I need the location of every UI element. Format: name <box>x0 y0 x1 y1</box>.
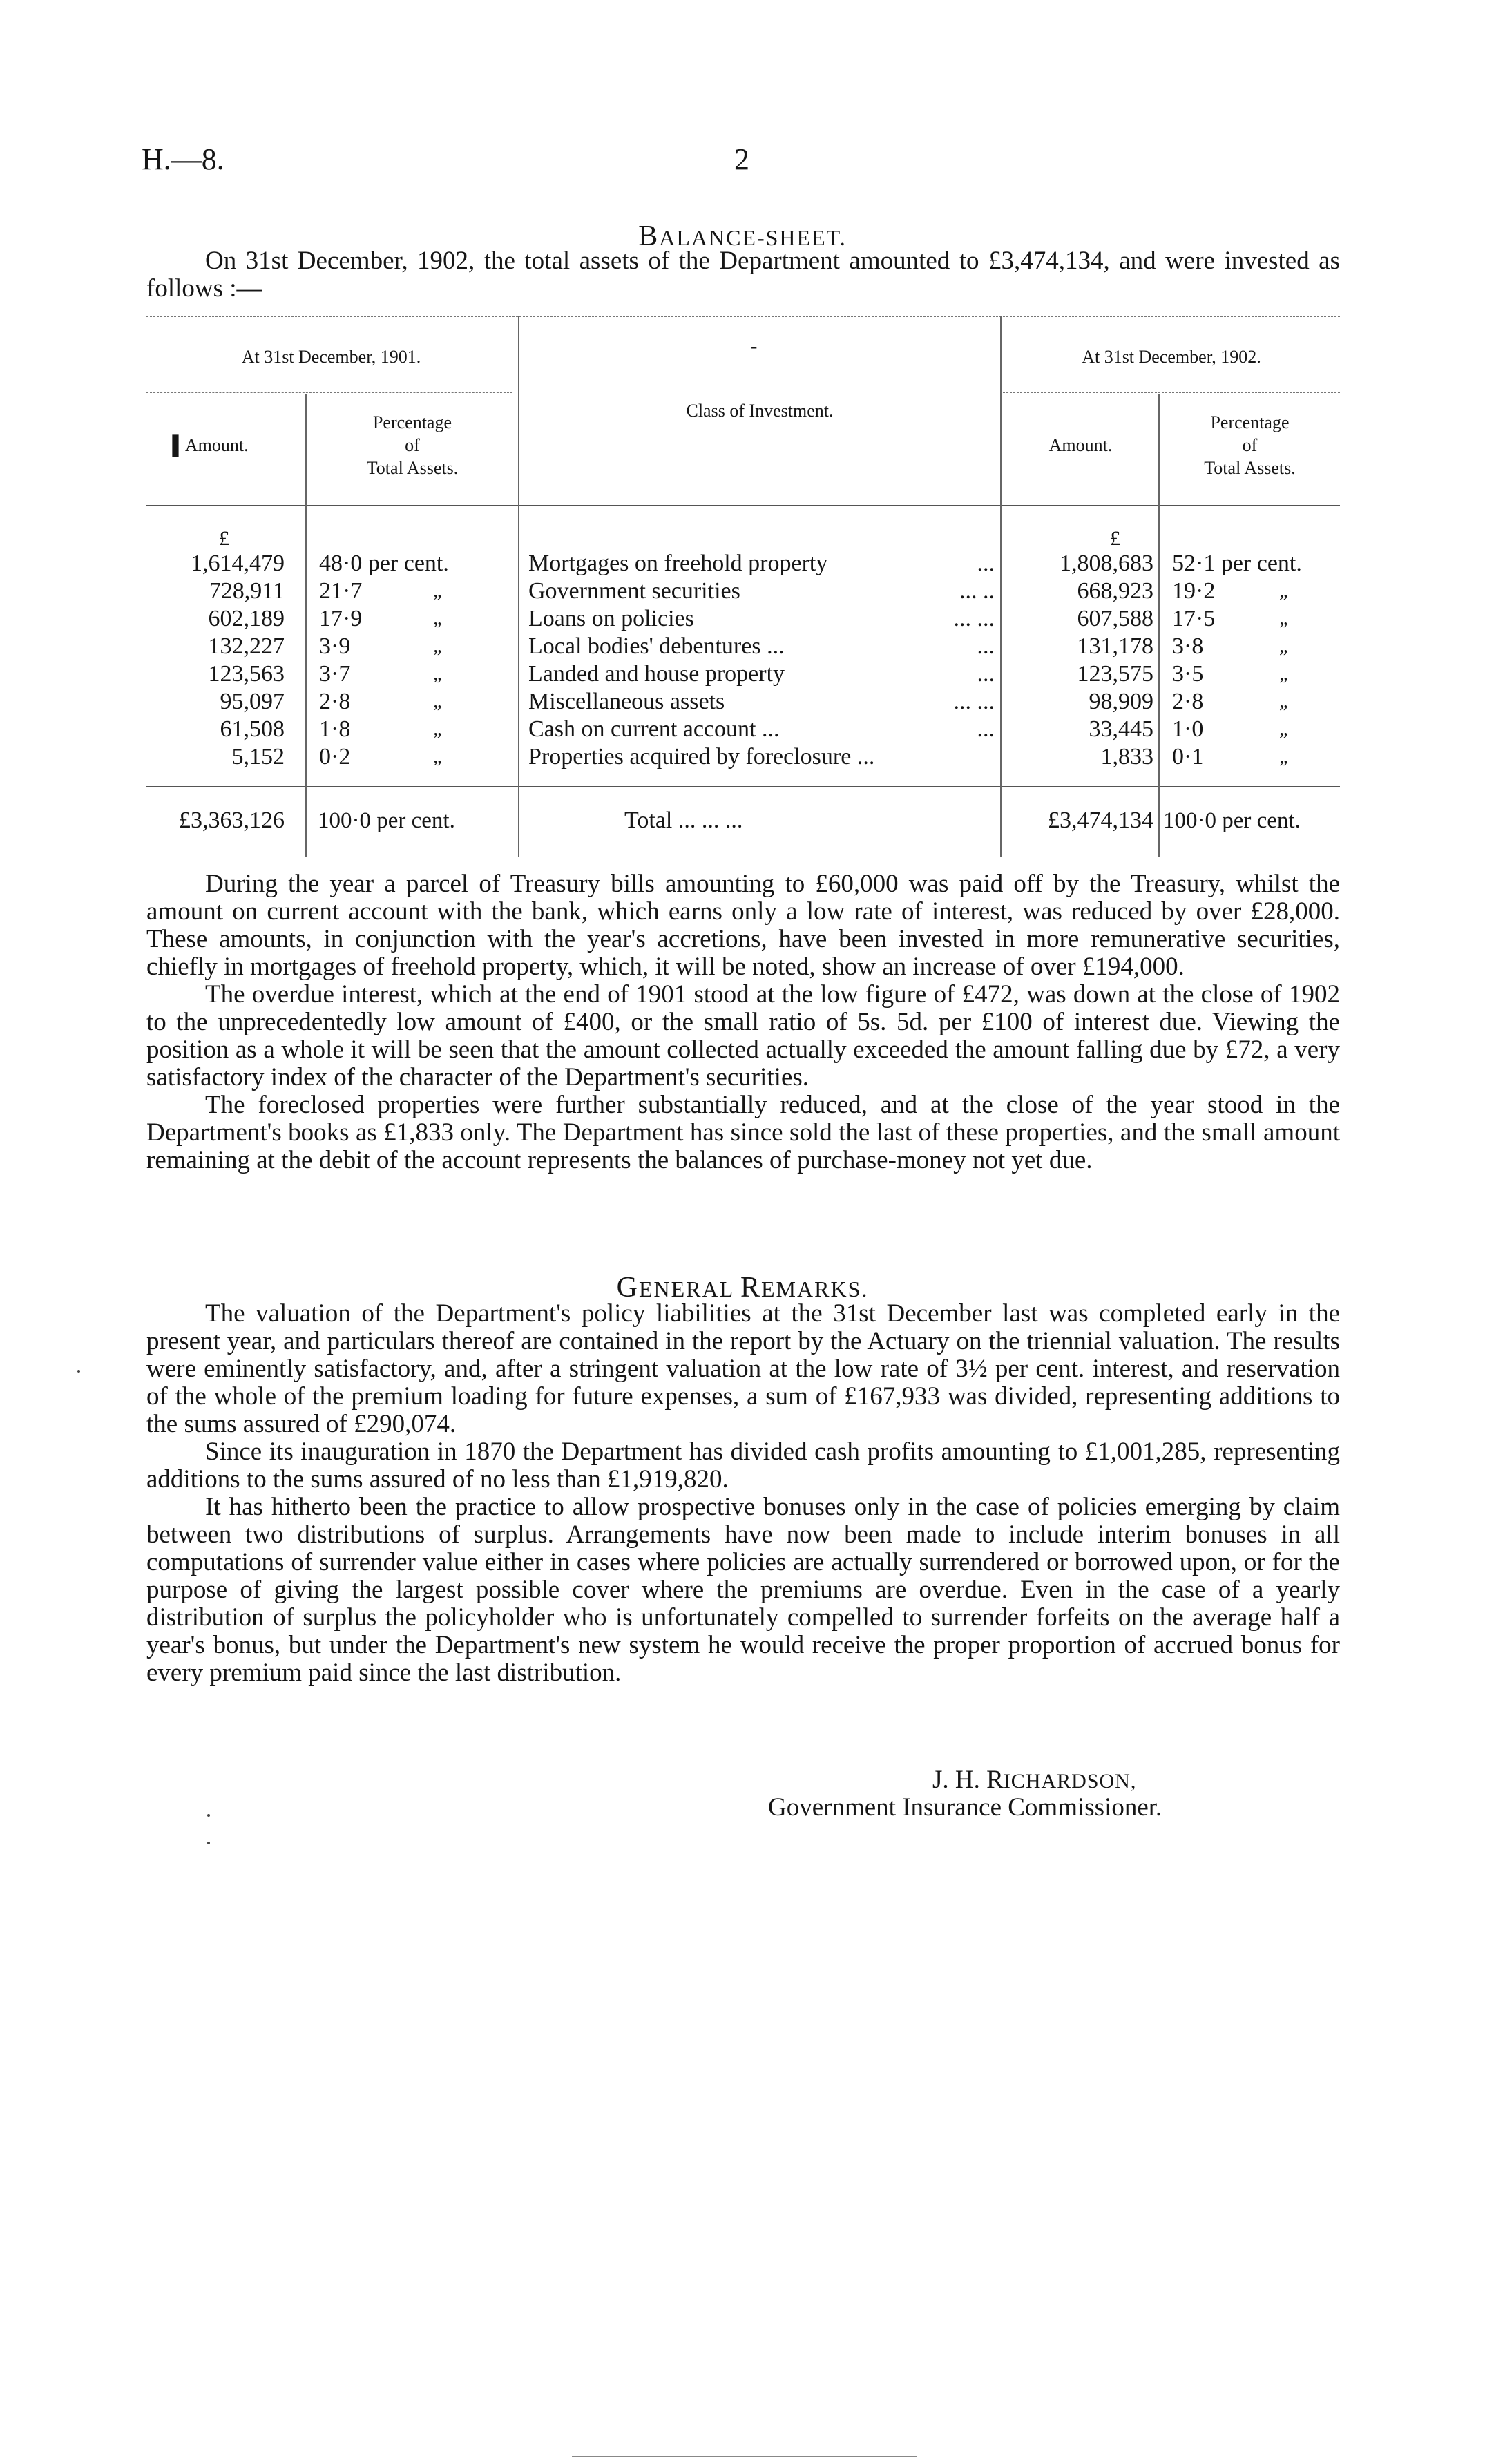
ditto-mark-1901: „ <box>433 718 444 740</box>
heading-part-eneral: ENERAL <box>638 1277 740 1301</box>
percent-1902: 3·8 <box>1172 633 1204 659</box>
percent-1901: 17·9 <box>319 606 363 631</box>
pound-sign-1902: £ <box>1110 527 1120 550</box>
header-bottom-rule <box>146 505 1340 506</box>
balance-table <box>146 316 1340 857</box>
investment-class: Local bodies' debentures ... <box>528 633 785 659</box>
investment-class: Cash on current account ... <box>528 716 780 742</box>
balance-commentary <box>146 870 1340 1174</box>
total-pct-1901: 100·0 per cent. <box>318 808 455 833</box>
pct-line-3: Total Assets. <box>1204 458 1296 478</box>
footer-rule <box>572 2456 917 2457</box>
paragraph-bonuses: It has hitherto been the practice to allow prospective bonuses only in the case of policies emerging by claim between two distributions of surplus. Arrangements have now been made to include interim bonuses in all computations of surrender value either in cases where policies are actually surrendered or borrowed upon, or for the purpose of giving the largest possible cover where the premiums are overdue. Even in the case of a yearly distribution of surplus the policyholder who is unfortunately compelled to surrender forfeits on the average half a year's bonus, but under the Department's new system he would receive the proper proportion of accrued bonus for every premium paid since the last distribution. <box>146 1493 1340 1687</box>
amount-1902: 668,923 <box>1077 578 1153 604</box>
percent-1902: 1·0 <box>1172 716 1204 742</box>
amount-1901: 132,227 <box>208 633 285 659</box>
ditto-mark-1901: „ <box>433 636 444 657</box>
heading-initial-g: G <box>616 1272 639 1303</box>
vrule-1 <box>518 316 519 857</box>
signature-initial-r: R <box>986 1766 1004 1794</box>
amount-1901: 123,563 <box>208 661 285 687</box>
leader-dots: ... ... <box>953 606 995 631</box>
total-top-rule <box>146 786 1340 787</box>
table-top-rule <box>146 316 1340 317</box>
percent-1902: 0·1 <box>1172 744 1204 770</box>
amount-1901: 5,152 <box>231 744 285 770</box>
stray-mark <box>207 1842 210 1844</box>
ditto-mark-1901: „ <box>433 663 444 685</box>
total-amount-1902: £3,474,134 <box>1048 808 1153 833</box>
percent-1901: 1·8 <box>319 716 351 742</box>
page-number: 2 <box>734 142 749 176</box>
investment-class: Landed and house property <box>528 661 785 687</box>
investment-class: Government securities <box>528 578 740 604</box>
total-pct-1902: 100·0 per cent. <box>1163 808 1301 833</box>
ditto-mark-1901: „ <box>433 580 444 602</box>
signature-initials: J. H. <box>932 1766 987 1794</box>
stray-mark <box>77 1370 80 1373</box>
leader-dots: ... <box>977 716 995 742</box>
percent-1901: 3·7 <box>319 661 351 687</box>
stray-mark <box>207 1814 210 1817</box>
signature-name <box>932 1765 1136 1795</box>
amount-1902: 131,178 <box>1077 633 1153 659</box>
amount-1902: 1,833 <box>1100 744 1153 770</box>
ditto-mark-1902: „ <box>1279 608 1290 629</box>
intro-text: On 31st December, 1902, the total assets of the Department amounted to £3,474,134, and were invested as follows :— <box>146 247 1340 303</box>
pound-sign-1901: £ <box>219 527 229 550</box>
ditto-mark-1902: „ <box>1279 636 1290 657</box>
ditto-mark-1902: „ <box>1279 691 1290 712</box>
amount-1902: 1,808,683 <box>1060 551 1153 576</box>
amount-1902: 33,445 <box>1089 716 1153 742</box>
amount-1901: 728,911 <box>209 578 285 604</box>
percent-1902: 2·8 <box>1172 689 1204 714</box>
leader-dots: ... <box>977 633 995 659</box>
intro-paragraph <box>146 247 1340 303</box>
amount-1902: 123,575 <box>1077 661 1153 687</box>
col-amount-1901: ▌Amount. <box>172 435 249 455</box>
ditto-mark-1902: „ <box>1279 718 1290 740</box>
ditto-mark-1902: „ <box>1279 663 1290 685</box>
percent-1901: 2·8 <box>319 689 351 714</box>
paragraph-cash-profits: Since its inauguration in 1870 the Department has divided cash profits amounting to £1,001,285, representing additions to the sums assured of no less than £1,919,820. <box>146 1438 1340 1493</box>
amount-1901: 61,508 <box>220 716 285 742</box>
percent-1902: 52·1 per cent. <box>1172 551 1302 576</box>
leader-dots: ... ... <box>953 689 995 714</box>
investment-class: Miscellaneous assets <box>528 689 725 714</box>
ditto-mark-1901: „ <box>433 746 444 767</box>
col-amount-1902: Amount. <box>1048 435 1113 455</box>
leader-dots: ... <box>977 551 995 576</box>
general-remarks-body <box>146 1300 1340 1687</box>
leader-dots: ... <box>977 661 995 687</box>
signature-surname-rest: ICHARDSON, <box>1003 1770 1137 1793</box>
pct-line-2: of <box>405 435 420 455</box>
group-rule-1901 <box>146 392 512 393</box>
signature-title: Government Insurance Commissioner. <box>768 1793 1162 1822</box>
header-dash: - <box>751 336 758 357</box>
col-pct-1901 <box>307 411 518 479</box>
paragraph-overdue-interest: The overdue interest, which at the end of 1901 stood at the low figure of £472, was down at the close of 1902 to the unprecedentedly low amount of £400, or the small ratio of 5s. 5d. per £100 of interest due. Viewing the position as a whole it will be seen that the amount collected actually exceeded the amount falling due by £72, a very satisfactory index of the character of the Department's securities. <box>146 980 1340 1091</box>
investment-class: Loans on policies <box>528 606 694 631</box>
percent-1902: 3·5 <box>1172 661 1204 687</box>
total-amount-1901: £3,363,126 <box>179 808 285 833</box>
group-rule-1902 <box>1003 392 1340 393</box>
heading-part-emarks: EMARKS. <box>761 1277 869 1301</box>
pct-line-2: of <box>1242 435 1258 455</box>
leader-dots: ... .. <box>959 578 995 604</box>
paragraph-valuation: The valuation of the Department's policy liabilities at the 31st December last was completed early in the present year, and particulars thereof are contained in the report by the Actuary on the triennial valuation. The results were eminently satisfactory, and, after a stringent valuation at the low rate of 3½ per cent. interest, and reservation of the whole of the premium loading for future expenses, a sum of £167,933 was divided, representing additions to the sums assured of £290,074. <box>146 1299 1340 1438</box>
percent-1901: 3·9 <box>319 633 351 659</box>
ditto-mark-1901: „ <box>433 691 444 712</box>
total-label: Total ... ... ... <box>624 808 743 833</box>
group-header-1901: At 31st December, 1901. <box>241 347 421 367</box>
amount-1902: 98,909 <box>1089 689 1153 714</box>
percent-1901: 21·7 <box>319 578 363 604</box>
pct-line-1: Percentage <box>372 412 452 432</box>
paragraph-foreclosed-properties: The foreclosed properties were further substantially reduced, and at the close of the year stood in the Department's books as £1,833 only. The Department has since sold the last of these properties, and the small amount remaining at the debit of the account represents the balances of purchase-money not yet due. <box>146 1091 1340 1174</box>
amount-1902: 607,588 <box>1077 606 1153 631</box>
pct-line-1: Percentage <box>1210 412 1290 432</box>
col-pct-1902 <box>1160 411 1340 479</box>
ditto-mark-1901: „ <box>433 608 444 629</box>
heading-initial: B <box>638 220 660 252</box>
ditto-mark-1902: „ <box>1279 580 1290 602</box>
investment-class: Mortgages on freehold property <box>528 551 828 576</box>
ditto-mark-1902: „ <box>1279 746 1290 767</box>
amount-1901: 95,097 <box>220 689 285 714</box>
col-class: Class of Investment. <box>686 401 834 421</box>
amount-1901: 1,614,479 <box>191 551 285 576</box>
investment-class: Properties acquired by foreclosure ... <box>528 744 875 770</box>
percent-1902: 19·2 <box>1172 578 1216 604</box>
amount-1901: 602,189 <box>208 606 285 631</box>
percent-1901: 0·2 <box>319 744 351 770</box>
percent-1901: 48·0 per cent. <box>319 551 449 576</box>
pct-line-3: Total Assets. <box>366 458 459 478</box>
heading-initial-r: R <box>740 1272 761 1303</box>
group-header-1902: At 31st December, 1902. <box>1082 347 1261 367</box>
paragraph-treasury-bills: During the year a parcel of Treasury bills amounting to £60,000 was paid off by the Treasury, whilst the amount on current account with the bank, which earns only a low rate of interest, was reduced by over £28,000. These amounts, in conjunction with the year's accretions, have been invested in more remunerative securities, chiefly in mortgages of freehold property, which, it will be noted, show an increase of over £194,000. <box>146 870 1340 981</box>
heading-rest: ALANCE-SHEET. <box>659 225 847 250</box>
document-reference: H.—8. <box>142 142 224 176</box>
percent-1902: 17·5 <box>1172 606 1216 631</box>
